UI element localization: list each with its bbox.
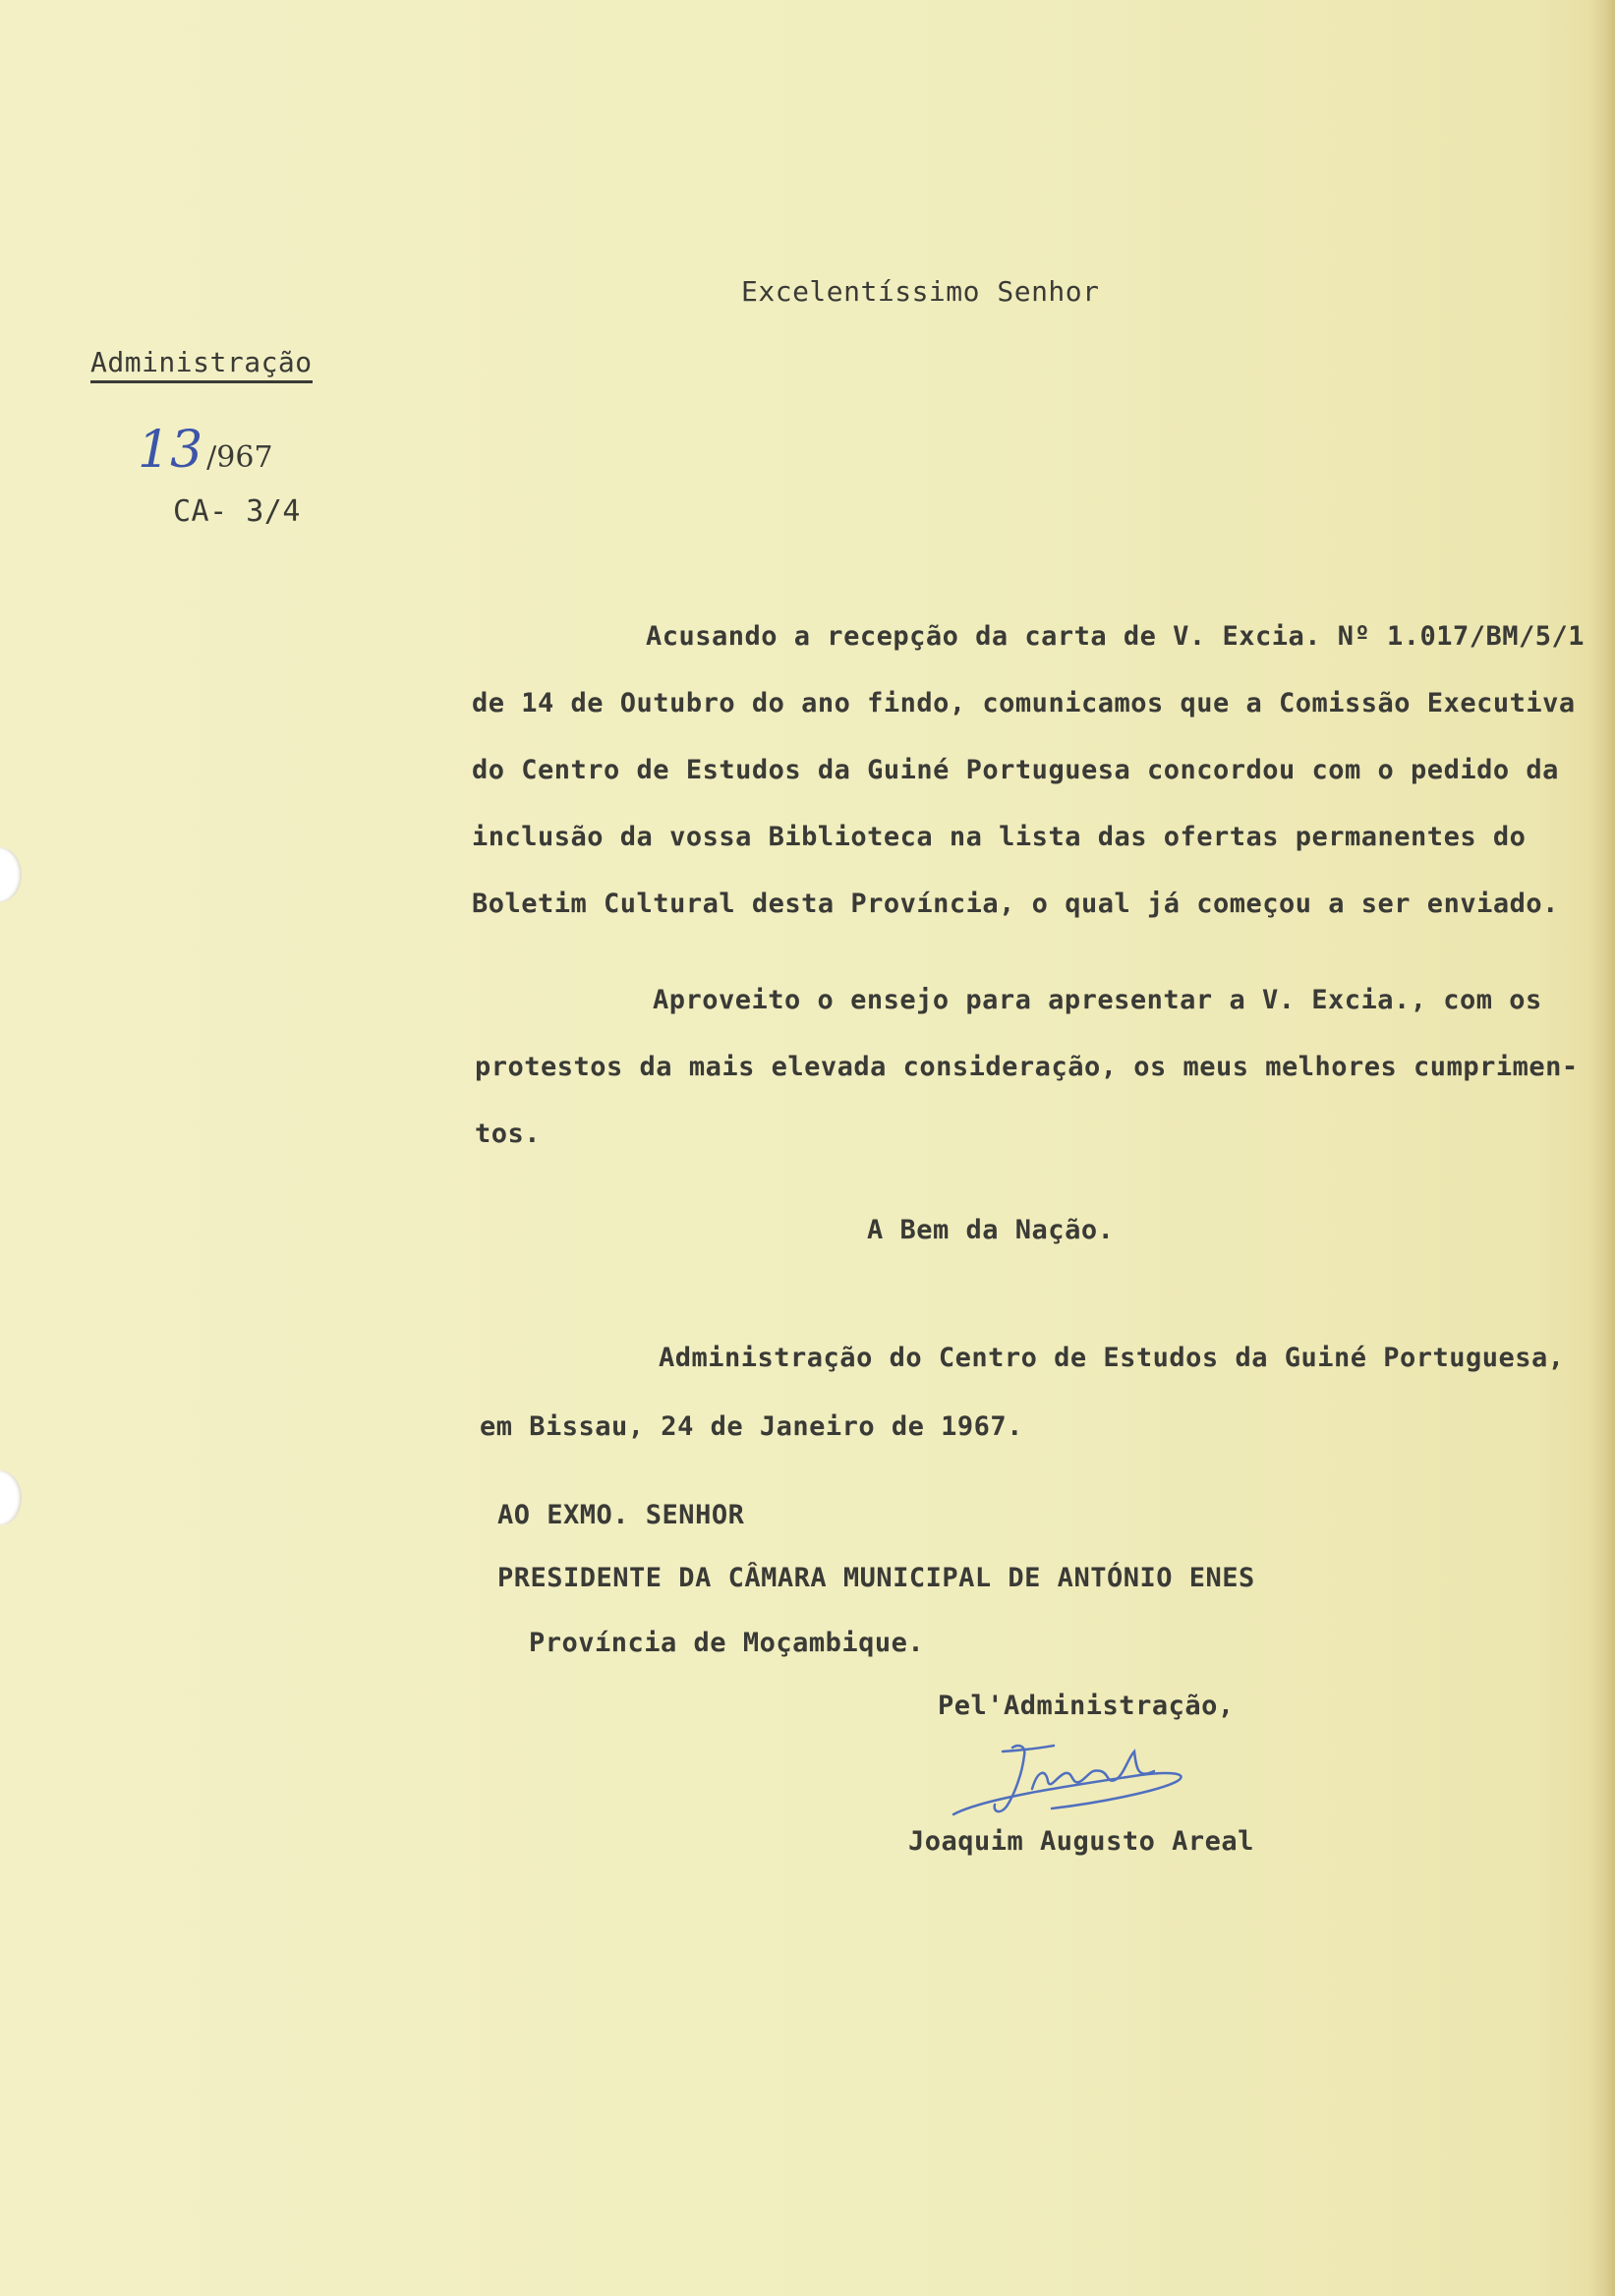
department-heading: Administração bbox=[90, 346, 313, 383]
paragraph-1-line: Acusando a recepção da carta de V. Excia. Nº 1.017/BM/5/1 bbox=[646, 621, 1586, 652]
reference-year: /967 bbox=[206, 440, 273, 475]
signoff: Pel'Administração, bbox=[938, 1691, 1235, 1721]
reference-number bbox=[138, 421, 273, 480]
salutation: Excelentíssimo Senhor bbox=[741, 275, 1100, 308]
paragraph-1-line: inclusão da vossa Biblioteca na lista das ofertas permanentes do bbox=[472, 822, 1527, 852]
paragraph-2-line: protestos da mais elevada consideração, os meus melhores cumprimen- bbox=[475, 1052, 1579, 1082]
paragraph-1-line: de 14 de Outubro do ano findo, comunicamos que a Comissão Executiva bbox=[472, 688, 1576, 718]
paragraph-2-line: tos. bbox=[475, 1119, 542, 1149]
place-line: Administração do Centro de Estudos da Guiné Portuguesa, bbox=[659, 1343, 1565, 1373]
signatory-name: Joaquim Augusto Areal bbox=[908, 1826, 1254, 1857]
handwritten-signature bbox=[944, 1730, 1209, 1838]
reference-code: CA- 3/4 bbox=[173, 494, 301, 529]
reference-number-handwritten: 13 bbox=[138, 421, 203, 480]
date-line: em Bissau, 24 de Janeiro de 1967. bbox=[480, 1411, 1023, 1442]
addressee-line: PRESIDENTE DA CÂMARA MUNICIPAL DE ANTÓNIO ENES bbox=[497, 1563, 1255, 1593]
addressee-line: AO EXMO. SENHOR bbox=[497, 1500, 745, 1530]
paragraph-2-line: Aproveito o ensejo para apresentar a V. Excia., com os bbox=[653, 985, 1542, 1015]
paragraph-1-line: Boletim Cultural desta Província, o qual já começou a ser enviado. bbox=[472, 889, 1559, 919]
addressee-line: Província de Moçambique. bbox=[529, 1628, 925, 1658]
paper-edge bbox=[1589, 0, 1615, 2296]
paragraph-1-line: do Centro de Estudos da Guiné Portuguesa concordou com o pedido da bbox=[472, 755, 1559, 785]
closing-formula: A Bem da Nação. bbox=[867, 1215, 1115, 1245]
